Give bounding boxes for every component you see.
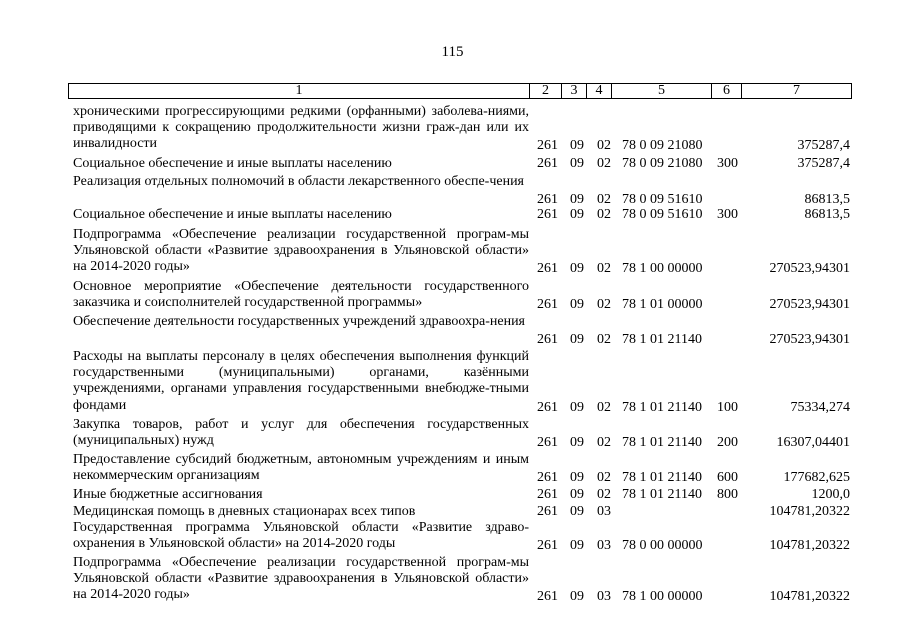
header-col-5: 5 [611, 84, 711, 98]
header-col-6: 6 [711, 84, 741, 98]
row-code-section: 261 [537, 297, 558, 313]
row-code-section: 261 [537, 487, 558, 502]
row-code-part: 02 [597, 435, 611, 451]
row-code-section: 261 [537, 261, 558, 277]
row-code-target: 78 1 01 21140 [622, 487, 702, 502]
row-name: Закупка товаров, работ и услуг для обеспечения государственных (муниципальных) нужд [73, 417, 529, 449]
row-code-subsection: 09 [570, 589, 584, 605]
row-code-target: 78 0 09 21080 [622, 156, 703, 171]
row-code-target: 78 0 00 00000 [622, 538, 703, 554]
row-code-section: 261 [537, 589, 558, 605]
row-name: хроническими прогрессирующими редкими (орфанными) заболева-ниями, приводящими к сокращению продолжительности жизни граж-дан или их инвалидности [73, 104, 529, 152]
row-amount: 1200,0 [811, 487, 850, 502]
row-code-subsection: 09 [570, 138, 584, 154]
row-code-section: 261 [537, 538, 558, 554]
row-code-section: 261 [537, 192, 558, 208]
row-code-subsection: 09 [570, 487, 584, 502]
row-amount: 104781,20322 [769, 589, 850, 605]
row-name: Социальное обеспечение и иные выплаты населению [73, 207, 392, 222]
row-name: Реализация отдельных полномочий в области лекарственного обеспе-чения [73, 174, 524, 189]
row-code-section: 261 [537, 504, 558, 519]
row-name: Медицинская помощь в дневных стационарах всех типов [73, 504, 416, 519]
row-code-part: 02 [597, 487, 611, 502]
row-code-part: 03 [597, 538, 611, 554]
row-amount: 375287,4 [797, 156, 850, 171]
page-number: 115 [441, 44, 464, 60]
row-code-section: 261 [537, 156, 558, 171]
row-code-expense-type: 300 [717, 156, 738, 171]
row-name: Подпрограмма «Обеспечение реализации государственной програм-мы Ульяновской области «Развитие здравоохранения в Ульяновской области» на 2014-2020 годы» [73, 227, 529, 275]
row-code-subsection: 09 [570, 470, 584, 486]
row-amount: 270523,94301 [769, 261, 850, 277]
row-code-part: 02 [597, 138, 611, 154]
row-code-part: 02 [597, 207, 611, 222]
row-name: Обеспечение деятельности государственных учреждений здравоохра-нения [73, 314, 525, 329]
row-name: Предоставление субсидий бюджетным, автономным учреждениям и иным некоммерческим организациям [73, 452, 529, 484]
row-code-part: 03 [597, 589, 611, 605]
row-code-subsection: 09 [570, 538, 584, 554]
row-code-section: 261 [537, 470, 558, 486]
row-name: Основное мероприятие «Обеспечение деятельности государственного заказчика и соисполнителей государственной программы» [73, 279, 529, 311]
row-name: Расходы на выплаты персоналу в целях обеспечения выполнения функций государственными (муниципальными) органами, казёнными учреждениями, органами управления государственными внебюдже-тными фондами [73, 349, 529, 413]
row-code-subsection: 09 [570, 207, 584, 222]
row-code-subsection: 09 [570, 156, 584, 171]
row-code-target: 78 1 01 21140 [622, 435, 702, 451]
row-code-section: 261 [537, 138, 558, 154]
row-code-target: 78 1 00 00000 [622, 261, 703, 277]
row-amount: 177682,625 [783, 470, 850, 486]
row-amount: 104781,20322 [769, 538, 850, 554]
row-code-part: 02 [597, 297, 611, 313]
row-code-subsection: 09 [570, 261, 584, 277]
row-name: Социальное обеспечение и иные выплаты населению [73, 156, 392, 171]
row-code-expense-type: 800 [717, 487, 738, 502]
row-code-part: 02 [597, 192, 611, 208]
row-code-target: 78 1 01 21140 [622, 332, 702, 348]
row-code-section: 261 [537, 332, 558, 348]
row-amount: 75334,274 [790, 399, 850, 415]
row-code-part: 03 [597, 504, 611, 519]
row-code-expense-type: 200 [717, 435, 738, 451]
row-code-part: 02 [597, 261, 611, 277]
row-code-section: 261 [537, 207, 558, 222]
row-code-section: 261 [537, 399, 558, 415]
row-amount: 86813,5 [804, 207, 850, 222]
header-col-7: 7 [741, 84, 851, 98]
row-code-target: 78 0 09 51610 [622, 192, 703, 208]
row-code-section: 261 [537, 435, 558, 451]
row-code-target: 78 0 09 21080 [622, 138, 703, 154]
row-code-part: 02 [597, 399, 611, 415]
row-code-subsection: 09 [570, 399, 584, 415]
row-code-target: 78 1 01 00000 [622, 297, 703, 313]
row-code-subsection: 09 [570, 504, 584, 519]
row-code-expense-type: 100 [717, 399, 738, 415]
header-col-2: 2 [529, 84, 561, 98]
row-amount: 270523,94301 [769, 332, 850, 348]
row-code-part: 02 [597, 470, 611, 486]
row-code-subsection: 09 [570, 435, 584, 451]
header-col-4: 4 [586, 84, 611, 98]
row-code-expense-type: 300 [717, 207, 738, 222]
header-col-1: 1 [295, 83, 303, 98]
row-code-expense-type: 600 [717, 470, 738, 486]
row-name: Подпрограмма «Обеспечение реализации государственной програм-мы Ульяновской области «Развитие здравоохранения в Ульяновской области» на 2014-2020 годы» [73, 555, 529, 603]
row-amount: 104781,20322 [769, 504, 850, 519]
row-code-target: 78 1 01 21140 [622, 470, 702, 486]
row-code-subsection: 09 [570, 332, 584, 348]
row-code-subsection: 09 [570, 297, 584, 313]
row-amount: 16307,04401 [776, 435, 850, 451]
row-code-target: 78 1 00 00000 [622, 589, 703, 605]
row-code-target: 78 0 09 51610 [622, 207, 703, 222]
row-code-subsection: 09 [570, 192, 584, 208]
row-amount: 86813,5 [804, 192, 850, 208]
row-amount: 270523,94301 [769, 297, 850, 313]
column-header-row [68, 83, 852, 99]
row-amount: 375287,4 [797, 138, 850, 154]
row-code-part: 02 [597, 332, 611, 348]
row-code-target: 78 1 01 21140 [622, 399, 702, 415]
header-col-3: 3 [561, 84, 586, 98]
row-name: Государственная программа Ульяновской области «Развитие здраво-охранения в Ульяновской области» на 2014-2020 годы [73, 520, 529, 552]
row-code-part: 02 [597, 156, 611, 171]
row-name: Иные бюджетные ассигнования [73, 487, 263, 502]
